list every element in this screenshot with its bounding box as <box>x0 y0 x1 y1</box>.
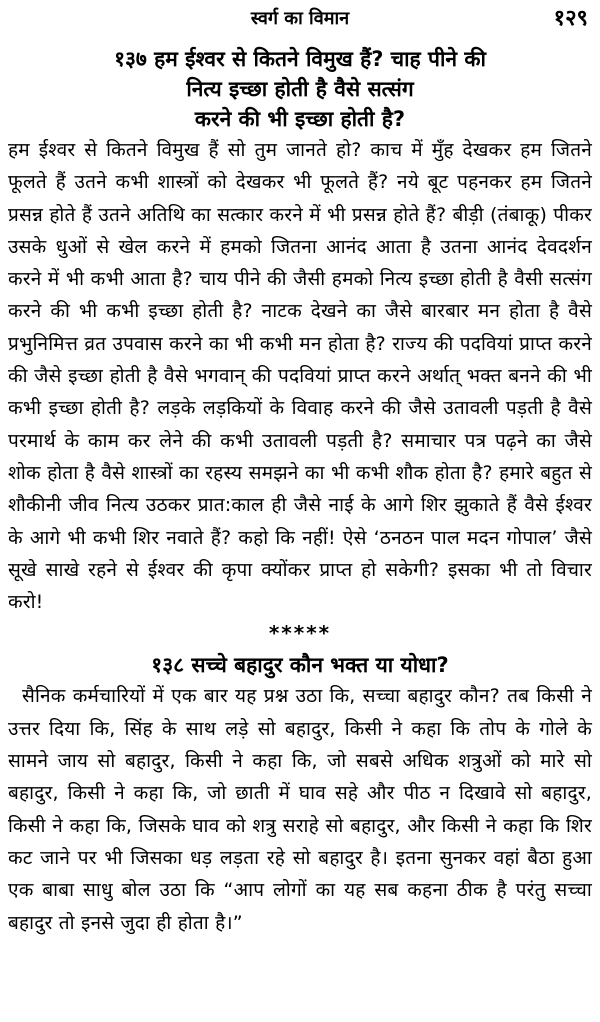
paragraph-137: हम ईश्वर से कितने विमुख हैं सो तुम जानते हो? काच में मुँह देखकर हम जितने फूलते हैं उतने कभी शास्त्रों को देखकर भी फूलते हैं? नये बूट पहनकर हम जितने प्रसन्न होते हैं उतने अतिथि का सत्कार करने में भी प्रसन्न होते हैं? बीड़ी (तंबाकू) पीकर उसके धुओं से खेल करने में हमको जितना आनंद आता है उतना आनंद देवदर्शन करने में भी कभी आता है? चाय पीने की जैसी हमको नित्य इच्छा होती है वैसी सत्संग करने की भी कभी इच्छा होती है? नाटक देखने का जैसे बारबार मन होता है वैसे प्रभुनिमित्त व्रत उपवास करने का भी कभी मन होता है? राज्य की पदवियां प्राप्त करने की जैसे इच्छा होती है वैसे भगवान् की पदवियां प्राप्त करने अर्थात् भक्त बनने की भी कभी इच्छा होती है? लड़के लड़कियों के विवाह करने की जैसे उतावली पड़ती है वैसे परमार्थ के काम कर लेने की कभी उतावली पड़ती है? समाचार पत्र पढ़ने का जैसे शोक होता है वैसे शास्त्रों का रहस्य समझने का भी कभी शौक होता है? हमारे बहुत से शौकीनी जीव नित्य उठकर प्रात:काल ही जैसे नाई के आगे शिर झुकाते हैं वैसे ईश्वर के आगे भी कभी शिर नवाते हैं? कहो कि नहीं! ऐसे ‘ठनठन पाल मदन गोपाल’ जैसे सूखे साखे रहने से ईश्वर की कृपा क्योंकर प्राप्त हो सकेगी? इसका भी तो विचार करो! <box>8 139 592 614</box>
heading-line: करने की भी इच्छा होती है? <box>194 107 406 131</box>
heading-line: १३७ हम ईश्वर से कितने विमुख हैं? चाह पीने की <box>114 47 486 71</box>
running-header <box>8 0 592 34</box>
section-heading-137 <box>8 44 592 134</box>
running-title: स्वर्ग का विमान <box>250 8 350 29</box>
heading-line: नित्य इच्छा होती है वैसे सत्संग <box>186 77 414 101</box>
paragraph-138: सैनिक कर्मचारियों में एक बार यह प्रश्न उठा कि, सच्चा बहादुर कौन? तब किसी ने उत्तर दिया कि, सिंह के साथ लड़े सो बहादुर, किसी ने कहा कि तोप के गोले के सामने जाय सो बहादुर, किसी ने कहा कि, जो सबसे अधिक शत्रुओं को मारे सो बहादुर, किसी ने कहा कि, जो छाती में घाव सहे और पीठ न दिखावे सो बहादुर, किसी ने कहा कि, जिसके घाव को शत्रु सराहे सो बहादुर, और किसी ने कहा कि शिर कट जाने पर भी जिसका धड़ लड़ता रहे सो बहादुर है। इतना सुनकर वहां बैठा हुआ एक बाबा साधु बोल उठा कि “आप लोगों का यह सब कहना ठीक है परंतु सच्चा बहादुर तो इनसे जुदा ही होता है।” <box>8 685 592 934</box>
section-heading-138 <box>8 650 592 680</box>
section-separator: ***** <box>268 621 332 646</box>
page-number: १२९ <box>553 6 588 31</box>
heading-line: १३८ सच्चे बहादुर कौन भक्त या योधा? <box>151 653 449 678</box>
